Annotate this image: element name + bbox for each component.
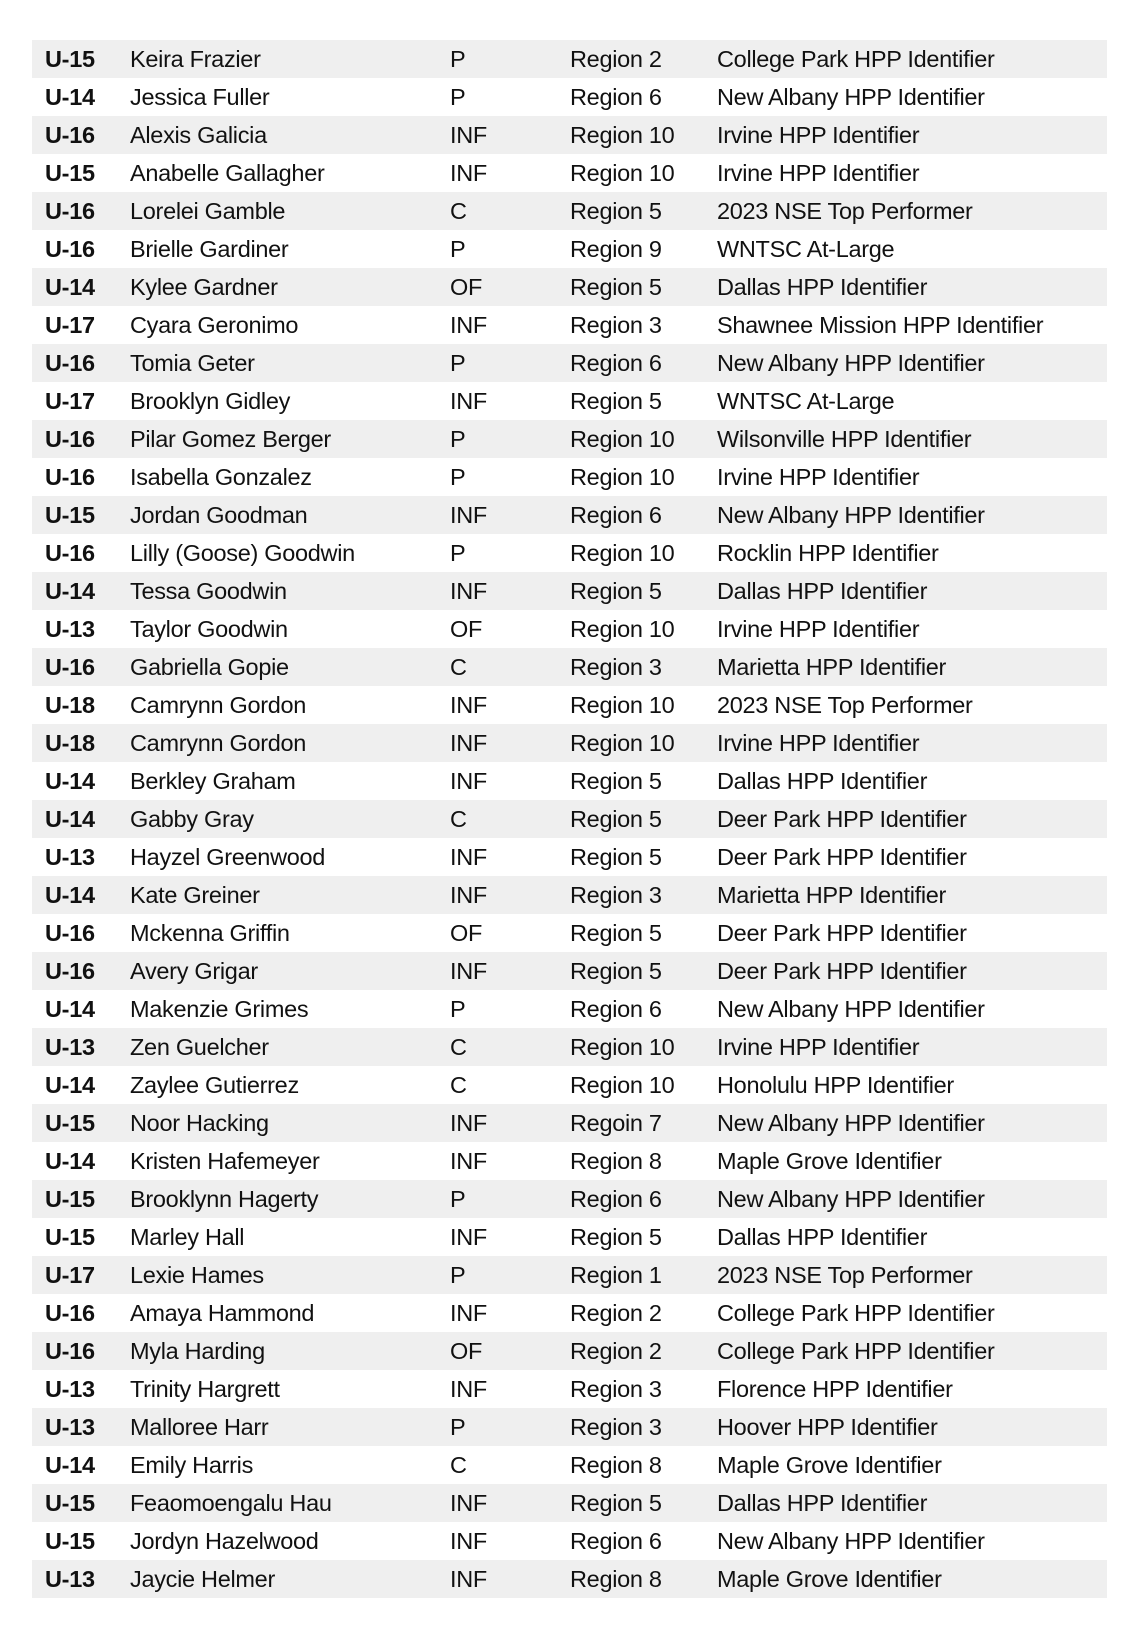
table-row (32, 610, 1107, 648)
qualifying-event-cell: Maple Grove Identifier (717, 1147, 942, 1174)
position-cell: INF (450, 387, 487, 414)
age-group-cell: U-16 (45, 1299, 95, 1326)
table-row (32, 1560, 1107, 1598)
qualifying-event-cell: Dallas HPP Identifier (717, 577, 928, 604)
table-row (32, 420, 1107, 458)
table-row (32, 1180, 1107, 1218)
player-name-cell: Jordan Goodman (130, 501, 308, 528)
qualifying-event-cell: New Albany HPP Identifier (717, 1109, 985, 1136)
table-row (32, 1370, 1107, 1408)
region-cell: Region 3 (570, 1375, 662, 1402)
position-cell: INF (450, 767, 487, 794)
table-row (32, 1142, 1107, 1180)
table-row (32, 1332, 1107, 1370)
qualifying-event-cell: 2023 NSE Top Performer (717, 1261, 973, 1288)
age-group-cell: U-16 (45, 539, 95, 566)
age-group-cell: U-16 (45, 235, 95, 262)
region-cell: Region 5 (570, 387, 662, 414)
table-row (32, 838, 1107, 876)
position-cell: OF (450, 615, 483, 642)
position-cell: P (450, 1413, 466, 1440)
qualifying-event-cell: Irvine HPP Identifier (717, 729, 920, 756)
age-group-cell: U-16 (45, 425, 95, 452)
age-group-cell: U-14 (45, 881, 95, 908)
qualifying-event-cell: Irvine HPP Identifier (717, 463, 920, 490)
region-cell: Region 5 (570, 767, 662, 794)
qualifying-event-cell: Deer Park HPP Identifier (717, 919, 967, 946)
age-group-cell: U-13 (45, 1033, 95, 1060)
age-group-cell: U-14 (45, 577, 95, 604)
age-group-cell: U-13 (45, 1565, 95, 1592)
player-name-cell: Jaycie Helmer (130, 1565, 275, 1592)
player-name-cell: Malloree Harr (130, 1413, 269, 1440)
age-group-cell: U-16 (45, 653, 95, 680)
qualifying-event-cell: 2023 NSE Top Performer (717, 691, 973, 718)
region-cell: Region 6 (570, 1527, 662, 1554)
position-cell: C (450, 805, 467, 832)
age-group-cell: U-14 (45, 805, 95, 832)
player-name-cell: Amaya Hammond (130, 1299, 315, 1326)
player-name-cell: Hayzel Greenwood (130, 843, 326, 870)
position-cell: INF (450, 1375, 487, 1402)
table-row (32, 572, 1107, 610)
position-cell: INF (450, 691, 487, 718)
player-name-cell: Tomia Geter (130, 349, 255, 376)
region-cell: Region 10 (570, 729, 675, 756)
player-name-cell: Jordyn Hazelwood (130, 1527, 319, 1554)
age-group-cell: U-18 (45, 729, 95, 756)
age-group-cell: U-16 (45, 1337, 95, 1364)
table-row (32, 154, 1107, 192)
region-cell: Region 1 (570, 1261, 662, 1288)
age-group-cell: U-14 (45, 1071, 95, 1098)
player-name-cell: Mckenna Griffin (130, 919, 290, 946)
position-cell: P (450, 463, 466, 490)
position-cell: P (450, 83, 466, 110)
player-name-cell: Lexie Hames (130, 1261, 264, 1288)
player-name-cell: Feaomoengalu Hau (130, 1489, 332, 1516)
position-cell: INF (450, 1565, 487, 1592)
age-group-cell: U-18 (45, 691, 95, 718)
region-cell: Region 5 (570, 957, 662, 984)
player-name-cell: Jessica Fuller (130, 83, 270, 110)
region-cell: Region 6 (570, 349, 662, 376)
age-group-cell: U-15 (45, 1489, 95, 1516)
table-row (32, 686, 1107, 724)
table-row (32, 800, 1107, 838)
position-cell: INF (450, 121, 487, 148)
player-name-cell: Taylor Goodwin (130, 615, 288, 642)
player-name-cell: Brielle Gardiner (130, 235, 289, 262)
qualifying-event-cell: Dallas HPP Identifier (717, 1223, 928, 1250)
position-cell: INF (450, 159, 487, 186)
position-cell: P (450, 1261, 466, 1288)
age-group-cell: U-14 (45, 995, 95, 1022)
position-cell: C (450, 197, 467, 224)
position-cell: P (450, 1185, 466, 1212)
region-cell: Region 10 (570, 691, 675, 718)
position-cell: INF (450, 1527, 487, 1554)
table-row (32, 306, 1107, 344)
age-group-cell: U-16 (45, 197, 95, 224)
table-row (32, 1408, 1107, 1446)
region-cell: Region 3 (570, 1413, 662, 1440)
player-name-cell: Brooklynn Hagerty (130, 1185, 319, 1212)
age-group-cell: U-14 (45, 1451, 95, 1478)
region-cell: Region 2 (570, 1299, 662, 1326)
age-group-cell: U-16 (45, 349, 95, 376)
table-row (32, 1256, 1107, 1294)
table-row (32, 78, 1107, 116)
age-group-cell: U-17 (45, 387, 95, 414)
position-cell: P (450, 45, 466, 72)
qualifying-event-cell: Maple Grove Identifier (717, 1565, 942, 1592)
player-name-cell: Tessa Goodwin (130, 577, 287, 604)
table-row (32, 268, 1107, 306)
position-cell: OF (450, 273, 483, 300)
region-cell: Region 5 (570, 805, 662, 832)
region-cell: Region 8 (570, 1565, 662, 1592)
age-group-cell: U-14 (45, 767, 95, 794)
region-cell: Region 6 (570, 995, 662, 1022)
region-cell: Region 8 (570, 1451, 662, 1478)
position-cell: INF (450, 881, 487, 908)
position-cell: C (450, 1451, 467, 1478)
table-row (32, 1104, 1107, 1142)
player-name-cell: Emily Harris (130, 1451, 254, 1478)
region-cell: Region 10 (570, 159, 675, 186)
player-name-cell: Trinity Hargrett (130, 1375, 280, 1402)
player-name-cell: Isabella Gonzalez (130, 463, 312, 490)
qualifying-event-cell: Marietta HPP Identifier (717, 653, 947, 680)
region-cell: Region 6 (570, 501, 662, 528)
qualifying-event-cell: Deer Park HPP Identifier (717, 957, 967, 984)
table-row (32, 496, 1107, 534)
qualifying-event-cell: Marietta HPP Identifier (717, 881, 947, 908)
player-name-cell: Lorelei Gamble (130, 197, 286, 224)
qualifying-event-cell: Irvine HPP Identifier (717, 615, 920, 642)
region-cell: Region 3 (570, 311, 662, 338)
table-row (32, 40, 1107, 78)
region-cell: Region 5 (570, 197, 662, 224)
roster-table (32, 40, 1107, 1598)
table-row (32, 724, 1107, 762)
position-cell: C (450, 1033, 467, 1060)
qualifying-event-cell: New Albany HPP Identifier (717, 995, 985, 1022)
age-group-cell: U-15 (45, 1185, 95, 1212)
table-row (32, 116, 1107, 154)
player-name-cell: Myla Harding (130, 1337, 265, 1364)
qualifying-event-cell: Maple Grove Identifier (717, 1451, 942, 1478)
position-cell: INF (450, 501, 487, 528)
qualifying-event-cell: Deer Park HPP Identifier (717, 843, 967, 870)
position-cell: C (450, 653, 467, 680)
player-name-cell: Alexis Galicia (130, 121, 267, 148)
region-cell: Region 5 (570, 273, 662, 300)
qualifying-event-cell: Dallas HPP Identifier (717, 273, 928, 300)
qualifying-event-cell: Dallas HPP Identifier (717, 767, 928, 794)
table-row (32, 230, 1107, 268)
player-name-cell: Gabby Gray (130, 805, 254, 832)
qualifying-event-cell: College Park HPP Identifier (717, 45, 995, 72)
region-cell: Region 5 (570, 577, 662, 604)
region-cell: Region 6 (570, 1185, 662, 1212)
qualifying-event-cell: Dallas HPP Identifier (717, 1489, 928, 1516)
age-group-cell: U-15 (45, 45, 95, 72)
qualifying-event-cell: New Albany HPP Identifier (717, 501, 985, 528)
qualifying-event-cell: WNTSC At-Large (717, 387, 895, 414)
age-group-cell: U-14 (45, 83, 95, 110)
qualifying-event-cell: Irvine HPP Identifier (717, 159, 920, 186)
table-row (32, 1446, 1107, 1484)
player-name-cell: Avery Grigar (130, 957, 258, 984)
table-row (32, 382, 1107, 420)
age-group-cell: U-16 (45, 919, 95, 946)
qualifying-event-cell: New Albany HPP Identifier (717, 1185, 985, 1212)
position-cell: INF (450, 1147, 487, 1174)
qualifying-event-cell: Deer Park HPP Identifier (717, 805, 967, 832)
qualifying-event-cell: Honolulu HPP Identifier (717, 1071, 954, 1098)
table-row (32, 1218, 1107, 1256)
region-cell: Region 10 (570, 425, 675, 452)
position-cell: OF (450, 1337, 483, 1364)
age-group-cell: U-16 (45, 463, 95, 490)
qualifying-event-cell: Rocklin HPP Identifier (717, 539, 939, 566)
player-name-cell: Kristen Hafemeyer (130, 1147, 320, 1174)
region-cell: Region 10 (570, 615, 675, 642)
age-group-cell: U-15 (45, 159, 95, 186)
position-cell: OF (450, 919, 483, 946)
region-cell: Region 8 (570, 1147, 662, 1174)
qualifying-event-cell: New Albany HPP Identifier (717, 83, 985, 110)
age-group-cell: U-17 (45, 311, 95, 338)
qualifying-event-cell: Irvine HPP Identifier (717, 1033, 920, 1060)
region-cell: Region 10 (570, 463, 675, 490)
region-cell: Region 5 (570, 843, 662, 870)
qualifying-event-cell: College Park HPP Identifier (717, 1299, 995, 1326)
table-row (32, 1066, 1107, 1104)
region-cell: Region 10 (570, 1033, 675, 1060)
table-row (32, 990, 1107, 1028)
qualifying-event-cell: Irvine HPP Identifier (717, 121, 920, 148)
player-name-cell: Kate Greiner (130, 881, 260, 908)
position-cell: INF (450, 311, 487, 338)
age-group-cell: U-15 (45, 1109, 95, 1136)
age-group-cell: U-15 (45, 1223, 95, 1250)
qualifying-event-cell: Florence HPP Identifier (717, 1375, 953, 1402)
age-group-cell: U-16 (45, 121, 95, 148)
age-group-cell: U-14 (45, 1147, 95, 1174)
position-cell: P (450, 995, 466, 1022)
player-name-cell: Cyara Geronimo (130, 311, 299, 338)
region-cell: Region 3 (570, 881, 662, 908)
player-name-cell: Camrynn Gordon (130, 729, 307, 756)
position-cell: INF (450, 729, 487, 756)
position-cell: INF (450, 1109, 487, 1136)
qualifying-event-cell: Wilsonville HPP Identifier (717, 425, 972, 452)
table-row (32, 458, 1107, 496)
table-row (32, 952, 1107, 990)
table-row (32, 762, 1107, 800)
region-cell: Region 3 (570, 653, 662, 680)
player-name-cell: Makenzie Grimes (130, 995, 309, 1022)
region-cell: Region 10 (570, 121, 675, 148)
player-name-cell: Camrynn Gordon (130, 691, 307, 718)
position-cell: P (450, 539, 466, 566)
region-cell: Region 10 (570, 1071, 675, 1098)
region-cell: Regoin 7 (570, 1109, 662, 1136)
player-name-cell: Marley Hall (130, 1223, 245, 1250)
qualifying-event-cell: New Albany HPP Identifier (717, 1527, 985, 1554)
player-name-cell: Zen Guelcher (130, 1033, 269, 1060)
qualifying-event-cell: WNTSC At-Large (717, 235, 895, 262)
region-cell: Region 5 (570, 1489, 662, 1516)
player-name-cell: Lilly (Goose) Goodwin (130, 539, 355, 566)
player-name-cell: Zaylee Gutierrez (130, 1071, 299, 1098)
age-group-cell: U-17 (45, 1261, 95, 1288)
region-cell: Region 5 (570, 919, 662, 946)
age-group-cell: U-13 (45, 615, 95, 642)
position-cell: INF (450, 577, 487, 604)
table-row (32, 1522, 1107, 1560)
position-cell: P (450, 425, 466, 452)
region-cell: Region 10 (570, 539, 675, 566)
qualifying-event-cell: College Park HPP Identifier (717, 1337, 995, 1364)
position-cell: P (450, 349, 466, 376)
qualifying-event-cell: 2023 NSE Top Performer (717, 197, 973, 224)
table-row (32, 1484, 1107, 1522)
table-row (32, 192, 1107, 230)
position-cell: P (450, 235, 466, 262)
age-group-cell: U-13 (45, 1375, 95, 1402)
table-row (32, 1028, 1107, 1066)
position-cell: C (450, 1071, 467, 1098)
table-row (32, 534, 1107, 572)
player-name-cell: Berkley Graham (130, 767, 296, 794)
age-group-cell: U-14 (45, 273, 95, 300)
region-cell: Region 5 (570, 1223, 662, 1250)
age-group-cell: U-13 (45, 843, 95, 870)
player-name-cell: Anabelle Gallagher (130, 159, 325, 186)
position-cell: INF (450, 1489, 487, 1516)
table-row (32, 1294, 1107, 1332)
position-cell: INF (450, 1223, 487, 1250)
table-row (32, 648, 1107, 686)
player-name-cell: Gabriella Gopie (130, 653, 289, 680)
table-row (32, 344, 1107, 382)
age-group-cell: U-16 (45, 957, 95, 984)
region-cell: Region 2 (570, 45, 662, 72)
region-cell: Region 6 (570, 83, 662, 110)
player-name-cell: Noor Hacking (130, 1109, 269, 1136)
qualifying-event-cell: New Albany HPP Identifier (717, 349, 985, 376)
age-group-cell: U-13 (45, 1413, 95, 1440)
age-group-cell: U-15 (45, 1527, 95, 1554)
position-cell: INF (450, 843, 487, 870)
player-name-cell: Brooklyn Gidley (130, 387, 291, 414)
player-name-cell: Pilar Gomez Berger (130, 425, 331, 452)
age-group-cell: U-15 (45, 501, 95, 528)
player-name-cell: Keira Frazier (130, 45, 261, 72)
table-row (32, 876, 1107, 914)
qualifying-event-cell: Shawnee Mission HPP Identifier (717, 311, 1044, 338)
region-cell: Region 9 (570, 235, 662, 262)
player-name-cell: Kylee Gardner (130, 273, 278, 300)
qualifying-event-cell: Hoover HPP Identifier (717, 1413, 938, 1440)
position-cell: INF (450, 1299, 487, 1326)
region-cell: Region 2 (570, 1337, 662, 1364)
table-row (32, 914, 1107, 952)
position-cell: INF (450, 957, 487, 984)
